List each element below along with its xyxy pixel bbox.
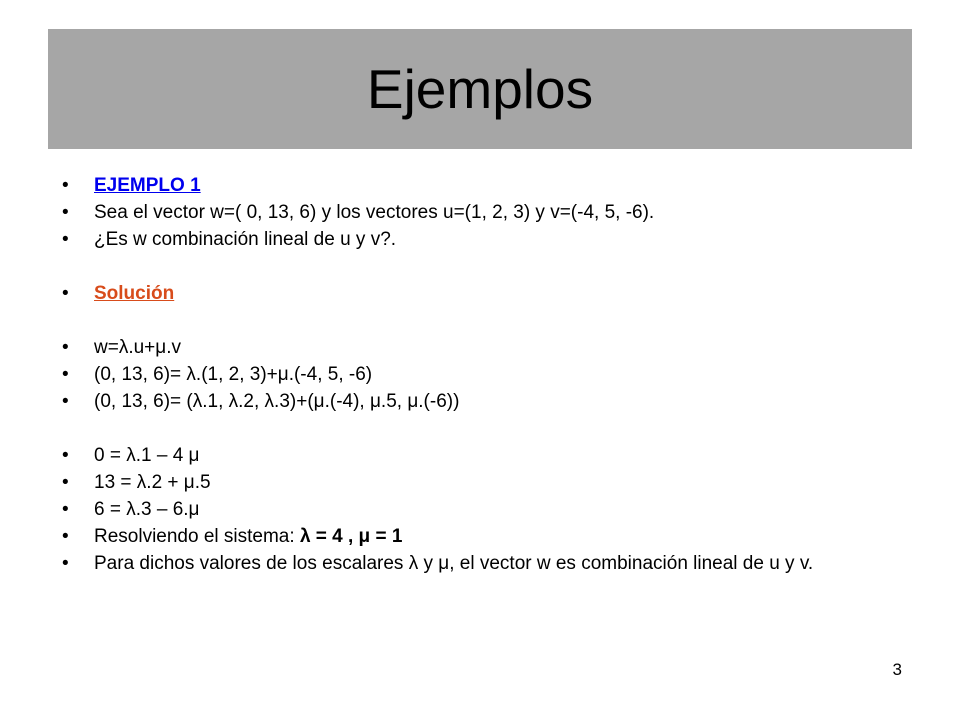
bullet-dot: • [62, 202, 69, 223]
list-item-conclusion [62, 550, 882, 577]
list-item-solucion-heading [62, 280, 882, 307]
ejemplo-heading-link[interactable]: EJEMPLO 1 [94, 175, 201, 196]
page-number: 3 [892, 660, 902, 679]
sys-eq-2-text: 13 = λ.2 + μ.5 [94, 472, 211, 493]
resolve-value-text: λ = 4 , μ = 1 [299, 526, 403, 547]
bullet-dot: • [62, 445, 69, 466]
eq-substituted-text: (0, 13, 6)= λ.(1, 2, 3)+μ.(-4, 5, -6) [94, 364, 373, 385]
eq-general-text: w=λ.u+μ.v [94, 337, 181, 358]
question-text: ¿Es w combinación lineal de u y v?. [94, 229, 397, 250]
conclusion-text: Para dichos valores de los escalares λ y μ, el vector w es combinación lineal de u y v. [94, 553, 814, 574]
solucion-heading-link[interactable]: Solución [94, 283, 175, 304]
resolve-label-text: Resolviendo el sistema: [94, 526, 300, 547]
bullet-dot: • [62, 283, 69, 304]
slide-title: Ejemplos [366, 57, 594, 120]
bullet-list [62, 172, 882, 577]
bullet-dot: • [62, 472, 69, 493]
title-bar [48, 29, 912, 149]
eq-expanded-text: (0, 13, 6)= (λ.1, λ.2, λ.3)+(μ.(-4), μ.5, μ.(-6)) [94, 391, 460, 412]
bullet-dot: • [62, 175, 69, 196]
list-item-statement [62, 199, 882, 226]
bullet-dot: • [62, 337, 69, 358]
bullet-dot: • [62, 526, 69, 547]
list-item-sys-eq-3 [62, 496, 882, 523]
sys-eq-1-text: 0 = λ.1 – 4 μ [94, 445, 200, 466]
list-item-sys-eq-2 [62, 469, 882, 496]
bullet-dot: • [62, 391, 69, 412]
sys-eq-3-text: 6 = λ.3 – 6.μ [94, 499, 200, 520]
list-item-sys-eq-1 [62, 442, 882, 469]
bullet-dot: • [62, 364, 69, 385]
list-item-question [62, 226, 882, 253]
list-item-resolve [62, 523, 882, 550]
bullet-dot: • [62, 499, 69, 520]
bullet-dot: • [62, 553, 69, 574]
list-item-eq-expanded [62, 388, 882, 415]
statement-text: Sea el vector w=( 0, 13, 6) y los vectores u=(1, 2, 3) y v=(-4, 5, -6). [94, 202, 655, 223]
list-item-eq-substituted [62, 361, 882, 388]
list-item-eq-general [62, 334, 882, 361]
list-item-ejemplo-heading [62, 172, 882, 199]
bullet-dot: • [62, 229, 69, 250]
